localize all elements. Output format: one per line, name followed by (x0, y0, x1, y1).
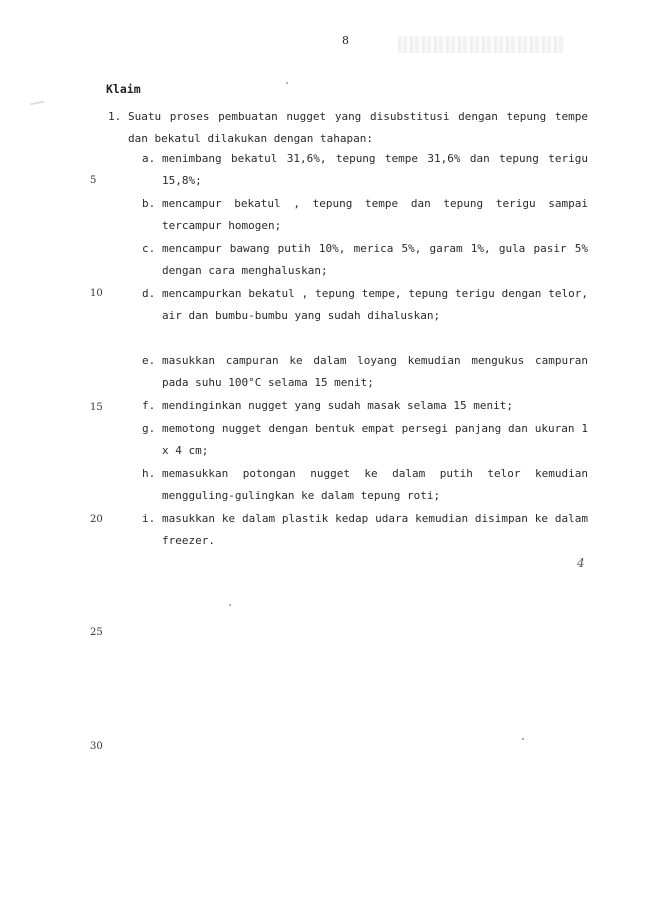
step-e (142, 350, 588, 394)
step-marker: d. (142, 287, 156, 300)
step-marker: i. (142, 512, 156, 525)
step-marker: b. (142, 197, 156, 210)
line-number-25: 25 (90, 627, 103, 638)
step-h (142, 463, 588, 507)
step-text: mencampurkan bekatul , tepung tempe, tepung terigu dengan telor, air dan bumbu-bumbu yang sudah dihaluskan; (162, 287, 588, 322)
speck (286, 82, 288, 84)
step-marker: a. (142, 152, 156, 165)
step-a (142, 148, 588, 192)
step-text: mendinginkan nugget yang sudah masak selama 15 menit; (162, 399, 513, 412)
speck (229, 604, 231, 606)
step-marker: c. (142, 242, 156, 255)
line-number-5: 5 (90, 175, 97, 186)
claim-text: Suatu proses pembuatan nugget yang disubstitusi dengan tepung tempe dan bekatul dilakukan dengan tahapan: (128, 110, 588, 145)
step-d (142, 283, 588, 327)
step-text: memotong nugget dengan bentuk empat persegi panjang dan ukuran 1 x 4 cm; (162, 422, 588, 457)
line-number-20: 20 (90, 514, 103, 525)
step-text: masukkan ke dalam plastik kedap udara kemudian disimpan ke dalam freezer. (162, 512, 588, 547)
claim-1 (108, 106, 588, 150)
step-text: mencampur bekatul , tepung tempe dan tepung terigu sampai tercampur homogen; (162, 197, 588, 232)
step-marker: f. (142, 399, 156, 412)
step-f (142, 395, 588, 417)
step-c (142, 238, 588, 282)
margin-mark (30, 101, 44, 106)
step-text: memasukkan potongan nugget ke dalam putih telor kemudian mengguling-gulingkan ke dalam tepung roti; (162, 467, 588, 502)
line-number-30: 30 (90, 741, 103, 752)
claim-number: 1. (108, 110, 122, 123)
step-marker: h. (142, 467, 156, 480)
page-number: 8 (342, 34, 349, 47)
step-marker: g. (142, 422, 156, 435)
stamp-mark (398, 36, 564, 53)
line-number-10: 10 (90, 288, 103, 299)
step-text: mencampur bawang putih 10%, merica 5%, garam 1%, gula pasir 5% dengan cara menghaluskan; (162, 242, 588, 277)
speck (522, 738, 524, 740)
claims-title: Klaim (106, 82, 141, 96)
initial-mark: 4 (577, 556, 585, 570)
step-i (142, 508, 588, 552)
step-text: masukkan campuran ke dalam loyang kemudian mengukus campuran pada suhu 100°C selama 15 menit; (162, 354, 588, 389)
step-b (142, 193, 588, 237)
step-g (142, 418, 588, 462)
step-marker: e. (142, 354, 156, 367)
line-number-15: 15 (90, 402, 103, 413)
step-text: menimbang bekatul 31,6%, tepung tempe 31,6% dan tepung terigu 15,8%; (162, 152, 588, 187)
